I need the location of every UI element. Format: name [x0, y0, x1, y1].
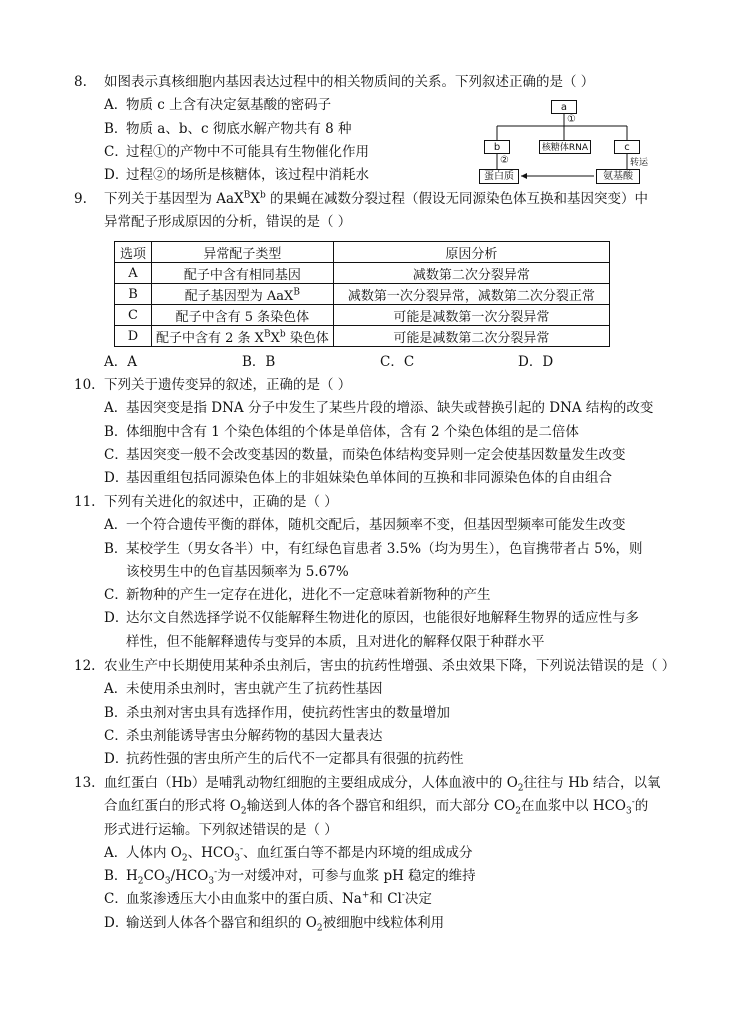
table-cell: 配子中含有 2 条 $X^BX^b$ 染色体 [152, 326, 334, 347]
question-number: 13. [74, 775, 96, 791]
table-cell: 可能是减数第一次分裂异常 [333, 305, 609, 326]
question-9 [74, 188, 674, 235]
table-cell: A [115, 263, 152, 284]
option-a: A．未使用杀虫剂时，害虫就产生了抗药性基因 [104, 681, 383, 698]
table-row [115, 284, 610, 305]
table-cell: 可能是减数第二次分裂异常 [333, 326, 609, 347]
table-cell: 减数第一次分裂异常，减数第二次分裂正常 [333, 284, 609, 305]
option-b: B．体细胞中含有 1 个染色体组的个体是单倍体，含有 2 个染色体组的是二倍体 [104, 423, 579, 440]
option-c: C．新物种的产生一定存在进化，进化不一定意味着新物种的产生 [104, 587, 491, 604]
option-d: D．输送到人体各个器官和组织的 $O_2$被细胞中线粒体利用 [104, 914, 445, 934]
option-a: A．基因突变是指 DNA 分子中发生了某些片段的增添、缺失或替换引起的 DNA 结构的改变 [104, 400, 654, 417]
table-cell: D [115, 326, 152, 347]
option-d: D．过程②的场所是核糖体，该过程中消耗水 [104, 167, 369, 184]
question-number: 9. [74, 191, 87, 207]
question-9-answers [74, 351, 674, 374]
node-protein: 蛋白质 [479, 169, 519, 184]
table-cell: B [115, 284, 152, 305]
node-b: b [484, 140, 510, 154]
node-a: a [551, 100, 577, 114]
table-header-row [115, 242, 610, 263]
table-row [115, 326, 610, 347]
question-stem [74, 71, 674, 94]
question-stem: 11. 下列有关进化的叙述中，正确的是（ ） [74, 491, 674, 514]
option-a: A．一个符合遗传平衡的群体，随机交配后，基因频率不变，但基因型频率可能发生改变 [104, 517, 626, 534]
option-c: C．血浆渗透压大小由血浆中的蛋白质、Na+和 Cl-决定 [104, 890, 432, 908]
option-d: D．基因重组包括同源染色体上的非姐妹染色单体间的互换和非同源染色体的自由组合 [104, 470, 612, 487]
question-stem-cont: 异常配子形成原因的分析，错误的是（ ） [104, 214, 352, 231]
step-2-label: ② [500, 155, 509, 166]
choice-d: D．D [518, 354, 554, 370]
table-header: 选项 [115, 242, 152, 263]
question-11 [74, 491, 674, 654]
node-amino-acid: 氨基酸 [596, 169, 640, 184]
question-stem: 13. 血红蛋白（Hb）是哺乳动物红细胞的主要组成成分，人体血液中的 $O_2$往往与 Hb 结合，以氧 [74, 772, 674, 795]
answer-choices [74, 351, 674, 374]
option-b: B．某校学生（男女各半）中，有红绿色盲患者 3.5%（均为男生），色盲携带者占 5%，则 [104, 540, 643, 557]
node-c: c [614, 140, 640, 154]
question-stem-cont: 形式进行运输。下列叙述错误的是（ ） [104, 821, 338, 838]
analysis-table [114, 241, 610, 347]
question-number: 10. [74, 377, 96, 393]
option-d: D．抗药性强的害虫所产生的后代不一定都具有很强的抗药性 [104, 751, 464, 768]
option-a: A．物质 c 上含有决定氨基酸的密码子 [104, 97, 332, 114]
option-a: A．人体内 $O_2$、$HCO_3^-$、血红蛋白等不都是内环境的组成成分 [104, 844, 473, 864]
table-cell: 减数第二次分裂异常 [333, 263, 609, 284]
table-row [115, 305, 610, 326]
option-c: C．过程①的产物中不可能具有生物催化作用 [104, 143, 369, 160]
node-rrna: 核糖体RNA [539, 140, 591, 154]
option-c: C．基因突变一般不会改变基因的数量，而染色体结构变异则一定会使基因数量发生改变 [104, 446, 626, 463]
question-number: 11. [74, 494, 96, 510]
option-b: B．物质 a、b、c 彻底水解产物共有 8 种 [104, 120, 352, 137]
step-1-label: ① [567, 114, 576, 125]
question-text: 如图表示真核细胞内基因表达过程中的相关物质间的关系。下列叙述正确的是（ ） [104, 74, 595, 90]
option-b: B．杀虫剂对害虫具有选择作用，使抗药性害虫的数量增加 [104, 704, 450, 721]
option-c: C．杀虫剂能诱导害虫分解药物的基因大量表达 [104, 727, 383, 744]
question-12 [74, 655, 674, 771]
question-number: 8. [74, 74, 87, 90]
choice-a: A．A [104, 354, 137, 370]
question-stem: 9. 下列关于基因型为 $AaX^BX^b$ 的果蝇在减数分裂过程（假设无同源染色体互换和基因突变）中 [74, 188, 674, 211]
table-cell: 配子基因型为 AaX$^B$ [152, 284, 334, 305]
question-stem: 10. 下列关于遗传变异的叙述，正确的是（ ） [74, 374, 674, 397]
choice-b: B．B [242, 354, 276, 370]
table-header: 原因分析 [333, 242, 609, 263]
question-13 [74, 772, 674, 935]
question-stem-cont: 合血红蛋白的形式将 $O_2$输送到人体的各个器官和组织，而大部分 $CO_2$在血浆中以 $HCO_3^-$的 [104, 797, 649, 817]
option-b: B．$H_2CO_3/HCO_3^-$为一对缓冲对，可参与血浆 pH 稳定的维持 [104, 867, 476, 887]
table-cell: C [115, 305, 152, 326]
gene-expression-diagram [479, 100, 659, 184]
table-cell: 配子中含有相同基因 [152, 263, 334, 284]
question-number: 12. [74, 658, 96, 674]
transport-label: 转运 [630, 158, 649, 168]
option-b-cont: 该校男生中的色盲基因频率为 5.67% [126, 563, 349, 580]
table-cell: 配子中含有 5 条染色体 [152, 305, 334, 326]
table-row [115, 263, 610, 284]
option-d: D．达尔文自然选择学说不仅能解释生物进化的原因，也能很好地解释生物界的适应性与多 [104, 610, 639, 627]
choice-c: C．C [380, 354, 415, 370]
option-d-cont: 样性，但不能解释遗传与变异的本质，且对进化的解释仅限于种群水平 [126, 633, 545, 650]
table-header: 异常配子类型 [152, 242, 334, 263]
question-10 [74, 374, 674, 490]
question-stem: 12. 农业生产中长期使用某种杀虫剂后，害虫的抗药性增强、杀虫效果下降，下列说法错误的是（ ） [74, 655, 674, 678]
